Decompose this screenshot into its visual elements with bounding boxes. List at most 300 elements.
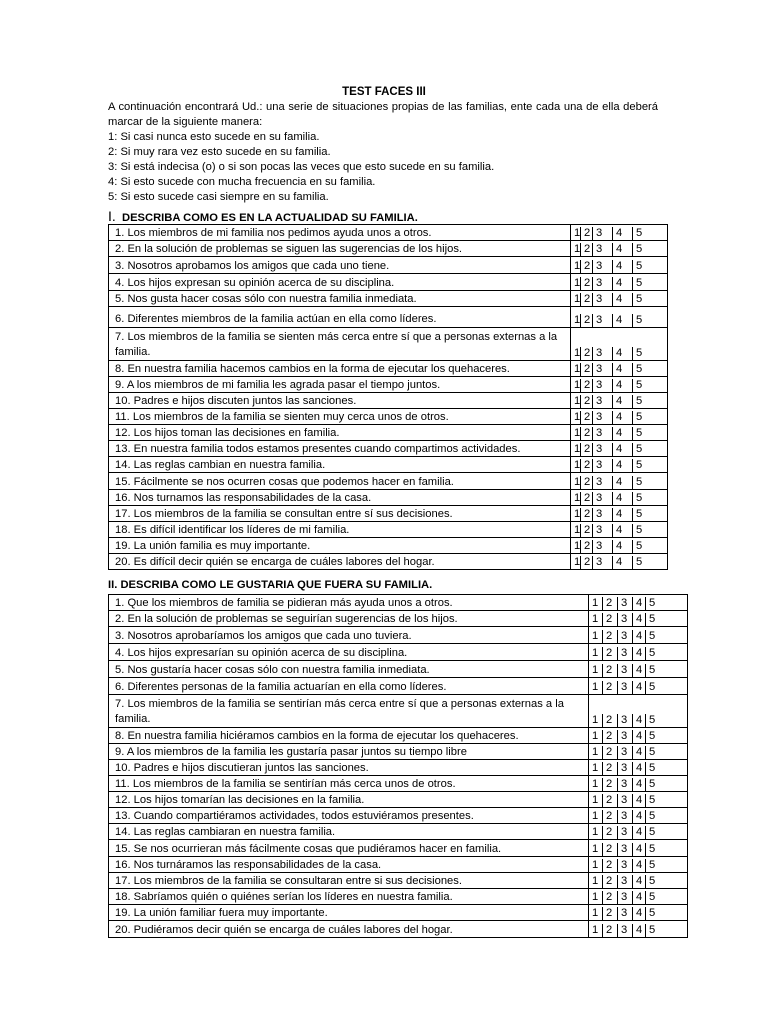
score-option-4[interactable]: 4: [616, 476, 623, 488]
score-option-1[interactable]: 1: [574, 508, 581, 520]
score-option-1[interactable]: 1: [592, 778, 599, 790]
score-option-1[interactable]: 1: [592, 810, 599, 822]
score-options[interactable]: [571, 506, 668, 522]
score-options[interactable]: [589, 728, 688, 744]
score-options[interactable]: [589, 678, 688, 695]
score-option-4[interactable]: 4: [636, 826, 643, 838]
score-options[interactable]: [571, 307, 668, 328]
score-option-1[interactable]: 1: [592, 762, 599, 774]
score-divider: [592, 459, 593, 472]
score-options[interactable]: [589, 644, 688, 661]
score-divider: [602, 647, 603, 660]
item-text: 14. Las reglas cambiaran en nuestra familia.: [109, 824, 589, 840]
score-option-2[interactable]: 2: [584, 459, 591, 471]
score-option-3[interactable]: 3: [596, 411, 603, 423]
score-divider: [592, 524, 593, 537]
score-divider: [632, 508, 633, 521]
score-option-4[interactable]: 4: [616, 277, 623, 289]
score-option-4[interactable]: 4: [616, 524, 623, 536]
score-option-1[interactable]: 1: [574, 293, 581, 305]
score-option-4[interactable]: 4: [616, 363, 623, 375]
score-divider: [580, 347, 581, 360]
score-option-5[interactable]: 5: [636, 476, 643, 488]
score-divider: [632, 459, 633, 472]
score-option-3[interactable]: 3: [596, 293, 603, 305]
score-option-3[interactable]: 3: [621, 843, 628, 855]
table-row: [109, 760, 688, 776]
item-text: 10. Padres e hijos discutieran juntos las sanciones.: [109, 760, 589, 776]
score-option-5[interactable]: 5: [649, 681, 656, 693]
score-option-2[interactable]: 2: [584, 363, 591, 375]
score-options[interactable]: [589, 776, 688, 792]
score-option-5[interactable]: 5: [636, 293, 643, 305]
score-option-3[interactable]: 3: [596, 395, 603, 407]
score-option-2[interactable]: 2: [606, 924, 613, 936]
score-option-3[interactable]: 3: [621, 810, 628, 822]
score-divider: [592, 347, 593, 360]
score-option-4[interactable]: 4: [636, 613, 643, 625]
score-option-4[interactable]: 4: [616, 540, 623, 552]
score-option-2[interactable]: 2: [606, 647, 613, 659]
score-options[interactable]: [571, 291, 668, 307]
score-option-5[interactable]: 5: [649, 891, 656, 903]
score-divider: [612, 260, 613, 273]
score-options[interactable]: [589, 627, 688, 644]
score-option-5[interactable]: 5: [636, 227, 643, 239]
score-option-1[interactable]: 1: [592, 630, 599, 642]
score-option-5[interactable]: 5: [636, 411, 643, 423]
score-option-4[interactable]: 4: [616, 459, 623, 471]
score-option-3[interactable]: 3: [621, 664, 628, 676]
score-option-4[interactable]: 4: [616, 395, 623, 407]
score-option-4[interactable]: 4: [636, 924, 643, 936]
score-divider: [592, 243, 593, 256]
score-option-1[interactable]: 1: [592, 891, 599, 903]
score-option-4[interactable]: 4: [636, 907, 643, 919]
score-option-5[interactable]: 5: [649, 826, 656, 838]
table-row: [109, 644, 688, 661]
score-option-3[interactable]: 3: [596, 347, 603, 359]
score-option-2[interactable]: 2: [606, 746, 613, 758]
score-option-5[interactable]: 5: [636, 556, 643, 568]
score-option-4[interactable]: 4: [636, 630, 643, 642]
score-option-3[interactable]: 3: [596, 227, 603, 239]
score-option-2[interactable]: 2: [584, 411, 591, 423]
score-options[interactable]: [571, 361, 668, 377]
score-option-3[interactable]: 3: [621, 730, 628, 742]
score-option-2[interactable]: 2: [584, 540, 591, 552]
score-option-1[interactable]: 1: [592, 613, 599, 625]
score-option-4[interactable]: 4: [616, 492, 623, 504]
score-option-1[interactable]: 1: [574, 443, 581, 455]
score-option-5[interactable]: 5: [636, 540, 643, 552]
score-option-4[interactable]: 4: [636, 891, 643, 903]
item-text: 18. Sabríamos quién o quiénes serían los líderes en nuestra familia.: [109, 889, 589, 905]
score-option-5[interactable]: 5: [649, 859, 656, 871]
score-divider: [592, 363, 593, 376]
table-row: [109, 889, 688, 905]
score-option-2[interactable]: 2: [606, 664, 613, 676]
score-option-1[interactable]: 1: [574, 347, 581, 359]
score-divider: [645, 681, 646, 694]
score-option-1[interactable]: 1: [592, 730, 599, 742]
score-options[interactable]: [589, 857, 688, 873]
score-option-1[interactable]: 1: [574, 314, 581, 326]
score-option-3[interactable]: 3: [596, 524, 603, 536]
score-option-1[interactable]: 1: [592, 924, 599, 936]
score-option-3[interactable]: 3: [621, 762, 628, 774]
score-option-2[interactable]: 2: [606, 875, 613, 887]
score-option-4[interactable]: 4: [636, 714, 643, 726]
score-option-3[interactable]: 3: [621, 613, 628, 625]
score-divider: [617, 597, 618, 610]
score-option-4[interactable]: 4: [636, 664, 643, 676]
score-option-2[interactable]: 2: [606, 810, 613, 822]
score-divider: [632, 476, 633, 489]
score-option-4[interactable]: 4: [616, 227, 623, 239]
score-options[interactable]: [589, 611, 688, 627]
score-option-5[interactable]: 5: [636, 379, 643, 391]
score-options[interactable]: [571, 538, 668, 554]
score-options[interactable]: [589, 824, 688, 840]
score-option-4[interactable]: 4: [636, 746, 643, 758]
score-options[interactable]: [571, 457, 668, 473]
score-divider: [645, 613, 646, 626]
score-options[interactable]: [571, 441, 668, 457]
score-option-3[interactable]: 3: [596, 443, 603, 455]
score-option-2[interactable]: 2: [584, 443, 591, 455]
score-option-2[interactable]: 2: [584, 277, 591, 289]
score-divider: [592, 476, 593, 489]
score-option-4[interactable]: 4: [636, 597, 643, 609]
score-option-3[interactable]: 3: [596, 556, 603, 568]
score-option-4[interactable]: 4: [636, 647, 643, 659]
score-option-5[interactable]: 5: [636, 314, 643, 326]
score-option-2[interactable]: 2: [584, 347, 591, 359]
score-options[interactable]: [589, 905, 688, 921]
score-divider: [580, 260, 581, 273]
score-option-2[interactable]: 2: [584, 395, 591, 407]
score-option-2[interactable]: 2: [584, 556, 591, 568]
score-options[interactable]: [571, 425, 668, 441]
score-divider: [632, 597, 633, 610]
score-option-4[interactable]: 4: [636, 875, 643, 887]
score-option-5[interactable]: 5: [649, 843, 656, 855]
score-option-5[interactable]: 5: [636, 260, 643, 272]
item-text: 9. A los miembros de la familia les gustaría pasar juntos su tiempo libre: [109, 744, 589, 760]
score-option-5[interactable]: 5: [636, 459, 643, 471]
score-option-5[interactable]: 5: [636, 492, 643, 504]
score-option-3[interactable]: 3: [596, 363, 603, 375]
score-option-4[interactable]: 4: [616, 347, 623, 359]
score-options[interactable]: [571, 241, 668, 257]
score-option-2[interactable]: 2: [606, 859, 613, 871]
score-divider: [612, 227, 613, 240]
score-options[interactable]: [589, 921, 688, 938]
score-option-3[interactable]: 3: [596, 492, 603, 504]
score-divider: [612, 427, 613, 440]
score-options[interactable]: [589, 661, 688, 678]
score-divider: [645, 730, 646, 743]
score-option-2[interactable]: 2: [584, 260, 591, 272]
score-option-1[interactable]: 1: [574, 411, 581, 423]
item-text: 7. Los miembros de la familia se sienten más cerca entre sí que a personas externas a la familia.: [109, 328, 571, 361]
score-option-5[interactable]: 5: [649, 778, 656, 790]
score-option-2[interactable]: 2: [584, 524, 591, 536]
score-option-1[interactable]: 1: [592, 843, 599, 855]
score-divider: [592, 540, 593, 553]
score-option-1[interactable]: 1: [592, 597, 599, 609]
score-options[interactable]: [589, 695, 688, 728]
score-options[interactable]: [589, 840, 688, 857]
score-option-2[interactable]: 2: [584, 243, 591, 255]
score-option-3[interactable]: 3: [621, 794, 628, 806]
score-options[interactable]: [571, 393, 668, 409]
score-option-4[interactable]: 4: [616, 260, 623, 272]
score-option-5[interactable]: 5: [649, 907, 656, 919]
score-option-5[interactable]: 5: [636, 427, 643, 439]
score-option-5[interactable]: 5: [649, 762, 656, 774]
score-option-5[interactable]: 5: [636, 243, 643, 255]
score-option-2[interactable]: 2: [584, 508, 591, 520]
score-option-4[interactable]: 4: [616, 556, 623, 568]
score-option-2[interactable]: 2: [606, 907, 613, 919]
score-divider: [612, 443, 613, 456]
item-text: 15. Fácilmente se nos ocurren cosas que podemos hacer en familia.: [109, 473, 571, 490]
score-option-3[interactable]: 3: [596, 243, 603, 255]
score-divider: [612, 476, 613, 489]
score-option-2[interactable]: 2: [606, 891, 613, 903]
score-option-1[interactable]: 1: [592, 647, 599, 659]
score-option-4[interactable]: 4: [616, 293, 623, 305]
score-option-2[interactable]: 2: [606, 794, 613, 806]
item-text: 3. Nosotros aprobamos los amigos que cada uno tiene.: [109, 257, 571, 274]
score-option-3[interactable]: 3: [621, 681, 628, 693]
score-option-3[interactable]: 3: [596, 476, 603, 488]
score-options[interactable]: [589, 744, 688, 760]
score-option-4[interactable]: 4: [616, 508, 623, 520]
score-option-4[interactable]: 4: [616, 243, 623, 255]
score-option-1[interactable]: 1: [574, 277, 581, 289]
score-option-1[interactable]: 1: [574, 427, 581, 439]
score-option-1[interactable]: 1: [592, 714, 599, 726]
score-option-3[interactable]: 3: [596, 540, 603, 552]
score-option-5[interactable]: 5: [636, 443, 643, 455]
table-row: [109, 728, 688, 744]
score-option-3[interactable]: 3: [621, 647, 628, 659]
table-row: [109, 554, 668, 570]
score-option-3[interactable]: 3: [621, 746, 628, 758]
scale-5: 5: Si esto sucede casi siempre en su familia.: [108, 191, 329, 203]
score-option-1[interactable]: 1: [592, 746, 599, 758]
score-divider: [592, 508, 593, 521]
score-divider: [632, 260, 633, 273]
score-option-1[interactable]: 1: [574, 556, 581, 568]
score-option-3[interactable]: 3: [596, 379, 603, 391]
score-option-5[interactable]: 5: [649, 714, 656, 726]
score-divider: [592, 293, 593, 306]
score-option-1[interactable]: 1: [592, 875, 599, 887]
score-option-5[interactable]: 5: [649, 630, 656, 642]
score-option-4[interactable]: 4: [616, 443, 623, 455]
score-option-3[interactable]: 3: [621, 714, 628, 726]
score-option-1[interactable]: 1: [592, 794, 599, 806]
score-option-3[interactable]: 3: [621, 859, 628, 871]
score-option-5[interactable]: 5: [649, 875, 656, 887]
score-options[interactable]: [589, 808, 688, 824]
score-option-1[interactable]: 1: [574, 395, 581, 407]
score-option-5[interactable]: 5: [649, 664, 656, 676]
score-options[interactable]: [571, 257, 668, 274]
score-option-4[interactable]: 4: [636, 859, 643, 871]
score-divider: [632, 907, 633, 920]
score-option-3[interactable]: 3: [596, 314, 603, 326]
score-option-1[interactable]: 1: [574, 363, 581, 375]
score-option-5[interactable]: 5: [636, 347, 643, 359]
score-divider: [612, 314, 613, 327]
score-options[interactable]: [589, 889, 688, 905]
score-option-5[interactable]: 5: [636, 524, 643, 536]
score-option-2[interactable]: 2: [606, 630, 613, 642]
score-option-2[interactable]: 2: [584, 314, 591, 326]
score-divider: [602, 875, 603, 888]
score-option-1[interactable]: 1: [592, 664, 599, 676]
score-option-2[interactable]: 2: [606, 714, 613, 726]
score-divider: [632, 714, 633, 727]
score-option-3[interactable]: 3: [621, 597, 628, 609]
score-option-3[interactable]: 3: [621, 826, 628, 838]
score-options[interactable]: [589, 873, 688, 889]
score-option-3[interactable]: 3: [596, 260, 603, 272]
score-option-2[interactable]: 2: [606, 681, 613, 693]
score-option-5[interactable]: 5: [649, 924, 656, 936]
score-option-3[interactable]: 3: [621, 630, 628, 642]
score-option-2[interactable]: 2: [606, 826, 613, 838]
score-option-1[interactable]: 1: [574, 524, 581, 536]
score-option-4[interactable]: 4: [636, 778, 643, 790]
score-divider: [580, 524, 581, 537]
score-option-5[interactable]: 5: [649, 746, 656, 758]
score-option-5[interactable]: 5: [636, 363, 643, 375]
score-option-2[interactable]: 2: [584, 227, 591, 239]
score-option-1[interactable]: 1: [574, 243, 581, 255]
score-option-2[interactable]: 2: [606, 762, 613, 774]
score-divider: [645, 714, 646, 727]
score-divider: [612, 540, 613, 553]
score-option-1[interactable]: 1: [574, 260, 581, 272]
score-option-5[interactable]: 5: [649, 613, 656, 625]
score-option-5[interactable]: 5: [636, 508, 643, 520]
score-divider: [617, 630, 618, 643]
score-option-1[interactable]: 1: [574, 476, 581, 488]
score-option-3[interactable]: 3: [596, 277, 603, 289]
score-options[interactable]: [571, 225, 668, 241]
score-option-5[interactable]: 5: [636, 395, 643, 407]
score-option-2[interactable]: 2: [606, 778, 613, 790]
score-options[interactable]: [589, 595, 688, 611]
table-row: [109, 473, 668, 490]
score-option-3[interactable]: 3: [621, 924, 628, 936]
score-option-2[interactable]: 2: [606, 597, 613, 609]
score-option-2[interactable]: 2: [584, 492, 591, 504]
score-option-4[interactable]: 4: [616, 379, 623, 391]
score-options[interactable]: [571, 473, 668, 490]
score-option-4[interactable]: 4: [636, 810, 643, 822]
item-text: 17. Los miembros de la familia se consultan entre sí sus decisiones.: [109, 506, 571, 522]
score-options[interactable]: [571, 274, 668, 291]
table-row: [109, 490, 668, 506]
score-divider: [602, 891, 603, 904]
score-option-1[interactable]: 1: [592, 859, 599, 871]
table-row: [109, 627, 688, 644]
score-option-5[interactable]: 5: [649, 730, 656, 742]
score-option-4[interactable]: 4: [616, 314, 623, 326]
score-option-4[interactable]: 4: [616, 411, 623, 423]
score-options[interactable]: [571, 490, 668, 506]
score-option-4[interactable]: 4: [636, 681, 643, 693]
score-option-3[interactable]: 3: [621, 778, 628, 790]
score-option-2[interactable]: 2: [606, 730, 613, 742]
score-option-3[interactable]: 3: [596, 459, 603, 471]
score-option-4[interactable]: 4: [636, 730, 643, 742]
score-options[interactable]: [589, 792, 688, 808]
score-option-2[interactable]: 2: [584, 476, 591, 488]
score-option-1[interactable]: 1: [574, 379, 581, 391]
score-option-1[interactable]: 1: [574, 227, 581, 239]
score-options[interactable]: [571, 554, 668, 570]
score-option-4[interactable]: 4: [616, 427, 623, 439]
score-option-3[interactable]: 3: [621, 907, 628, 919]
score-option-5[interactable]: 5: [636, 277, 643, 289]
score-options[interactable]: [571, 522, 668, 538]
score-divider: [632, 227, 633, 240]
item-text: 20. Pudiéramos decir quién se encarga de cuáles labores del hogar.: [109, 921, 589, 938]
score-option-5[interactable]: 5: [649, 647, 656, 659]
score-divider: [602, 630, 603, 643]
score-option-5[interactable]: 5: [649, 794, 656, 806]
score-option-1[interactable]: 1: [592, 907, 599, 919]
table-row: [109, 595, 688, 611]
score-option-4[interactable]: 4: [636, 762, 643, 774]
table-row: [109, 257, 668, 274]
score-option-4[interactable]: 4: [636, 794, 643, 806]
score-options[interactable]: [571, 328, 668, 361]
score-option-1[interactable]: 1: [574, 459, 581, 471]
score-options[interactable]: [589, 760, 688, 776]
score-option-2[interactable]: 2: [584, 379, 591, 391]
score-options[interactable]: [571, 377, 668, 393]
score-option-4[interactable]: 4: [636, 843, 643, 855]
score-option-2[interactable]: 2: [606, 843, 613, 855]
score-option-3[interactable]: 3: [596, 508, 603, 520]
score-options[interactable]: [571, 409, 668, 425]
score-divider: [602, 810, 603, 823]
score-divider: [645, 664, 646, 677]
score-option-2[interactable]: 2: [584, 293, 591, 305]
score-option-2[interactable]: 2: [584, 427, 591, 439]
score-option-5[interactable]: 5: [649, 597, 656, 609]
score-option-1[interactable]: 1: [592, 826, 599, 838]
score-option-5[interactable]: 5: [649, 810, 656, 822]
score-option-3[interactable]: 3: [596, 427, 603, 439]
score-option-2[interactable]: 2: [606, 613, 613, 625]
score-option-1[interactable]: 1: [574, 492, 581, 504]
score-option-3[interactable]: 3: [621, 875, 628, 887]
score-option-1[interactable]: 1: [574, 540, 581, 552]
score-option-1[interactable]: 1: [592, 681, 599, 693]
item-text: 16. Nos turnamos las responsabilidades de la casa.: [109, 490, 571, 506]
score-option-3[interactable]: 3: [621, 891, 628, 903]
